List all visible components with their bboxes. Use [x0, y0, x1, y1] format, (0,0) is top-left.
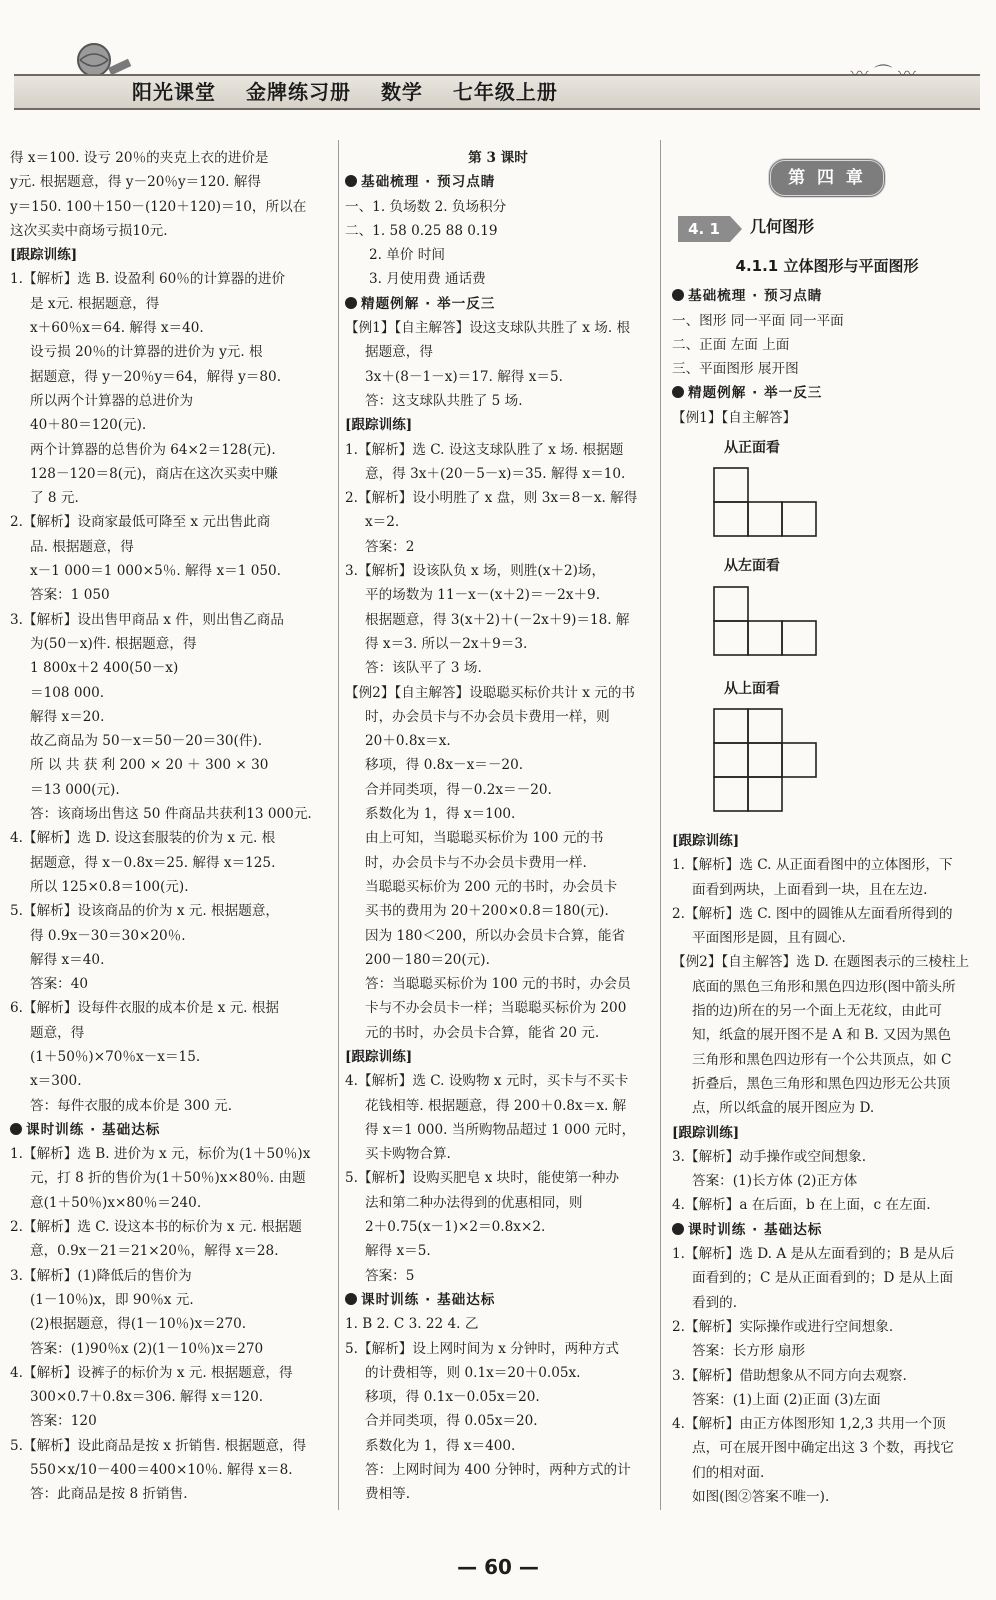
view-top-label: 从上面看	[724, 680, 780, 697]
text-line: 的计费相等，则 0.1x＝20＋0.05x.	[365, 1364, 581, 1381]
text-line: 6.【解析】设每件衣服的成本价是 x 元. 根据	[10, 1000, 280, 1017]
flower-bullet-icon	[672, 289, 684, 301]
text-line: ＝108 000.	[30, 684, 105, 701]
text-line: 【例1】【自主解答】设这支球队共胜了 x 场. 根	[345, 320, 631, 337]
text-line: 合并同类项，得 0.05x＝20.	[365, 1413, 538, 1430]
text-line: 【例2】【自主解答】选 D. 在题图表示的三棱柱上	[672, 954, 970, 971]
grade: 七年级上册	[452, 80, 558, 104]
subject: 数学	[380, 80, 423, 104]
text-line: 1.【解析】选 D. A 是从左面看到的；B 是从后	[672, 1246, 955, 1263]
text-line: 元，打 8 折的售价为(1＋50％)x×80％. 由题	[30, 1170, 306, 1187]
text-line: y＝150. 100＋150－(120＋120)＝10，所以在	[10, 198, 307, 215]
text-line: 买卡购物合算.	[365, 1146, 451, 1163]
text-line: 【例1】【自主解答】	[672, 409, 797, 426]
text-line: 买书的费用为 20＋200×0.8＝180(元).	[365, 903, 609, 920]
flower-bullet-icon	[10, 1123, 22, 1135]
text-line: 合并同类项，得－0.2x＝－20.	[365, 781, 552, 798]
text-line: 2＋0.75(x－1)×2＝0.8x×2.	[365, 1219, 546, 1236]
text-line: 1. B 2. C 3. 22 4. 乙	[345, 1316, 479, 1333]
text-line: x＝300.	[30, 1073, 82, 1090]
text-line: 解得 x＝20.	[30, 708, 105, 725]
text-line: 4.【解析】选 C. 设购物 x 元时，买卡与不买卡	[345, 1073, 629, 1090]
text-line: 【例2】【自主解答】设聪聪买标价共计 x 元的书	[345, 684, 636, 701]
text-line: 两个计算器的总售价为 64×2＝128(元).	[30, 441, 276, 458]
text-line: 得 0.9x－30＝30×20％.	[30, 927, 186, 944]
column-3	[672, 150, 982, 1509]
text-line: 5.【解析】设上网时间为 x 分钟时，两种方式	[345, 1340, 619, 1357]
front-view-figure	[712, 466, 852, 548]
text-line: 点，可在展开图中确定出这 3 个数，再找它	[692, 1440, 954, 1457]
text-line: y元. 根据题意，得 y－20％y＝120. 解得	[10, 174, 262, 191]
text-line: 这次买卖中商场亏损10元.	[10, 222, 168, 239]
text-line: 答：当聪聪买标价为 100 元的书时，办会员	[365, 976, 631, 993]
text-line: 为(50－x)件. 根据题意，得	[30, 635, 197, 652]
text-line: 据题意，得 y－20％y＝64，解得 y＝80.	[30, 368, 282, 385]
text-line: 据题意，得 x－0.8x＝25. 解得 x＝125.	[30, 854, 276, 871]
text-line: (1－10％)x，即 90％x 元.	[30, 1291, 194, 1308]
text-line: 根据题意，得 3(x＋2)＋(－2x＋9)＝18. 解	[365, 611, 630, 628]
text-line: [跟踪训练]	[10, 247, 78, 264]
text-line: 1 800x＋2 400(50－x)	[30, 660, 179, 677]
column-2	[345, 146, 651, 1507]
text-line: 1.【解析】选 B. 设盈利 60％的计算器的进价	[10, 271, 286, 288]
text-line: 意(1＋50％)x×80％＝240.	[30, 1194, 202, 1211]
text-line: 3.【解析】(1)降低后的售价为	[10, 1267, 192, 1284]
text-line: 4.【解析】选 D. 设这套服装的价为 x 元. 根	[10, 830, 276, 847]
text-line: 4.【解析】由正方体图形知 1,2,3 共用一个顶	[672, 1416, 946, 1433]
text-line: 答案：5	[365, 1267, 415, 1284]
section-heading: 基础梳理 · 预习点睛	[672, 284, 982, 308]
text-line: 时，办会员卡与不办会员卡费用一样.	[365, 854, 587, 871]
text-line: 移项，得 0.8x－x＝－20.	[365, 757, 524, 774]
text-line: 一、图形 同一平面 同一平面	[672, 312, 844, 329]
text-line: 所以 125×0.8＝100(元).	[30, 878, 189, 895]
text-line: 128－120＝8(元)，商店在这次买卖中赚	[30, 465, 278, 482]
text-line: 3.【解析】动手操作或空间想象.	[672, 1148, 867, 1165]
section-name: 几何图形	[750, 217, 815, 236]
section-heading: 基础梳理 · 预习点睛	[345, 170, 651, 194]
text-line: 答：该队平了 3 场.	[365, 660, 482, 677]
text-line: 是 x元. 根据题意，得	[30, 295, 160, 312]
text-line: ＝13 000(元).	[30, 781, 120, 798]
text-line: 由上可知，当聪聪买标价为 100 元的书	[365, 830, 604, 847]
text-line: 意，得 3x＋(20－5－x)＝35. 解得 x＝10.	[365, 465, 626, 482]
text-line: 意，0.9x－21＝21×20％，解得 x＝28.	[30, 1243, 279, 1260]
text-line: 1.【解析】选 C. 设这支球队胜了 x 场. 根据题	[345, 441, 624, 458]
text-line: 系数化为 1，得 x＝400.	[365, 1437, 516, 1454]
flower-bullet-icon	[672, 386, 684, 398]
text-line: [跟踪训练]	[345, 417, 413, 434]
text-line: 5.【解析】设此商品是按 x 折销售. 根据题意，得	[10, 1437, 307, 1454]
view-left-label: 从左面看	[724, 558, 780, 575]
text-line: 答案：(1)上面 (2)正面 (3)左面	[692, 1391, 881, 1408]
text-line: 3. 月使用费 通话费	[369, 271, 486, 288]
text-line: 答：这支球队共胜了 5 场.	[365, 392, 523, 409]
text-line: 所 以 共 获 利 200 × 20 ＋ 300 × 30	[30, 757, 269, 774]
chevron-right-icon	[730, 216, 742, 242]
text-line: 费相等.	[365, 1486, 411, 1503]
text-line: x＋60％x＝64. 解得 x＝40.	[30, 320, 204, 337]
text-line: 4.【解析】设裤子的标价为 x 元. 根据题意，得	[10, 1364, 293, 1381]
text-line: 系数化为 1，得 x＝100.	[365, 806, 516, 823]
flower-bullet-icon	[672, 1223, 684, 1235]
text-line: (2)根据题意，得(1－10％)x＝270.	[30, 1316, 247, 1333]
flower-bullet-icon	[345, 297, 357, 309]
text-line: 2. 单价 时间	[369, 247, 445, 264]
text-line: 面看到的；C 是从正面看到的；D 是从上面	[692, 1270, 954, 1287]
top-view-figure	[712, 707, 852, 825]
text-line: 20＋0.8x＝x.	[365, 733, 451, 750]
text-line: 答：该商场出售这 50 件商品共获利13 000元.	[30, 806, 312, 823]
text-line: 时，办会员卡与不办会员卡费用一样，则	[365, 708, 610, 725]
text-line: 得 x＝3. 所以－2x＋9＝3.	[365, 635, 528, 652]
book-name: 金牌练习册	[245, 80, 351, 104]
section-heading: 课时训练 · 基础达标	[672, 1218, 982, 1242]
text-line: 二、1. 58 0.25 88 0.19	[345, 222, 498, 239]
page-header	[14, 38, 980, 108]
text-line: 所以两个计算器的总进价为	[30, 392, 194, 409]
section-title	[672, 212, 982, 246]
text-line: 们的相对面.	[692, 1464, 765, 1481]
text-line: 得 x＝100. 设亏 20％的夹克上衣的进价是	[10, 150, 269, 166]
text-line: 2.【解析】设小明胜了 x 盘，则 3x＝8－x. 解得	[345, 490, 638, 507]
text-line: 平面图形是圆，且有圆心.	[692, 930, 846, 947]
text-line: 答：此商品是按 8 折销售.	[30, 1486, 188, 1503]
section-heading: 精题例解 · 举一反三	[672, 381, 982, 405]
section-heading: 课时训练 · 基础达标	[345, 1288, 651, 1312]
text-line: 题意，得	[30, 1024, 85, 1041]
text-line: 答：上网时间为 400 分钟时，两种方式的计	[365, 1462, 631, 1479]
text-line: 1.【解析】选 C. 从正面看图中的立体图形，下	[672, 857, 953, 874]
text-line: 三、平面图形 展开图	[672, 361, 799, 378]
header-title	[132, 76, 580, 105]
text-line: x＝2.	[365, 514, 400, 531]
text-line: 一、1. 负场数 2. 负场积分	[345, 198, 507, 215]
text-line: 3.【解析】借助想象从不同方向去观察.	[672, 1367, 907, 1384]
text-line: 答案：40	[30, 976, 89, 993]
text-line: 300×0.7＋0.8x＝306. 解得 x＝120.	[30, 1389, 264, 1406]
text-line: 5.【解析】设该商品的价为 x 元. 根据题意，	[10, 903, 280, 920]
text-line: 故乙商品为 50－x＝50－20＝30(件).	[30, 733, 263, 750]
text-line: 花钱相等. 根据题意，得 200＋0.8x＝x. 解	[365, 1097, 627, 1114]
text-line: 元的书时，办会员卡合算，能省 20 元.	[365, 1024, 600, 1041]
text-line: 答案：2	[365, 538, 415, 555]
text-line: 三角形和黑色四边形有一个公共顶点，如 C	[692, 1051, 952, 1068]
text-line: 当聪聪买标价为 200 元的书时，办会员卡	[365, 878, 618, 895]
text-line: 如图(图②答案不唯一).	[692, 1488, 830, 1505]
text-line: 底面的黑色三角形和黑色四边形(图中箭头所	[692, 978, 956, 995]
text-line: 面看到两块，上面看到一块，且在左边.	[692, 881, 928, 898]
text-line: 平的场数为 11－x－(x＋2)＝－2x＋9.	[365, 587, 601, 604]
text-line: 1.【解析】选 B. 进价为 x 元，标价为(1＋50％)x	[10, 1146, 311, 1163]
page-number: — 60 —	[457, 1555, 539, 1579]
text-line: 3.【解析】设出售甲商品 x 件，则出售乙商品	[10, 611, 284, 628]
text-line: [跟踪训练]	[672, 1124, 740, 1141]
text-line: 3x＋(8－1－x)＝17. 解得 x＝5.	[365, 368, 563, 385]
flower-bullet-icon	[345, 1293, 357, 1305]
subsection-title: 4.1.1 立体图形与平面图形	[735, 257, 919, 275]
text-line: 5.【解析】设购买肥皂 x 块时，能使第一种办	[345, 1170, 619, 1187]
column-1	[10, 146, 335, 1507]
text-line: 200－180＝20(元).	[365, 951, 490, 968]
view-front-label: 从正面看	[724, 440, 780, 457]
text-line: 40＋80＝120(元).	[30, 417, 147, 434]
text-line: 第 3 课时	[468, 150, 528, 166]
text-line: 3.【解析】设该队负 x 场，则胜(x＋2)场，	[345, 563, 606, 580]
text-line: 折叠后，黑色三角形和黑色四边形无公共顶	[692, 1075, 951, 1092]
text-line: 看到的.	[692, 1294, 738, 1311]
text-line: 答：每件衣服的成本价是 300 元.	[30, 1097, 233, 1114]
text-line: 答案：120	[30, 1413, 97, 1430]
birds-icon: 〰 ⌒ 〰	[850, 64, 916, 85]
section-heading: 课时训练 · 基础达标	[10, 1118, 335, 1142]
text-line: 因为 180＜200，所以办会员卡合算，能省	[365, 927, 626, 944]
text-line: [跟踪训练]	[672, 832, 740, 849]
text-line: 了 8 元.	[30, 490, 79, 507]
text-line: 指的边)所在的另一个面上无花纹，由此可	[692, 1003, 942, 1020]
left-view-figure	[712, 585, 852, 671]
column-divider	[660, 140, 661, 1510]
section-number: 4. 1	[678, 216, 730, 242]
text-line: 品. 根据题意，得	[30, 538, 134, 555]
text-line: 二、正面 左面 上面	[672, 336, 790, 353]
text-line: x－1 000＝1 000×5％. 解得 x＝1 050.	[30, 563, 281, 580]
text-line: 设亏损 20％的计算器的进价为 y元. 根	[30, 344, 263, 361]
chapter-badge: 第 四 章	[768, 158, 886, 198]
text-line: 答案：(1)90％x (2)(1－10％)x＝270	[30, 1340, 264, 1357]
text-line: 知，纸盒的展开图不是 A 和 B. 又因为黑色	[692, 1027, 951, 1044]
text-line: 550×x/10－400＝400×10％. 解得 x＝8.	[30, 1462, 293, 1479]
text-line: 据题意，得	[365, 344, 433, 361]
text-line: 答案：1 050	[30, 587, 110, 604]
text-line: 解得 x＝5.	[365, 1243, 431, 1260]
text-line: 2.【解析】选 C. 设这本书的标价为 x 元. 根据题	[10, 1219, 302, 1236]
text-line: 法和第二种办法得到的优惠相同，则	[365, 1194, 583, 1211]
text-line: 答案：(1)长方体 (2)正方体	[692, 1173, 858, 1190]
text-line: 移项，得 0.1x－0.05x＝20.	[365, 1389, 540, 1406]
text-line: 2.【解析】设商家最低可降至 x 元出售此商	[10, 514, 271, 531]
text-line: 得 x＝1 000. 当所购物品超过 1 000 元时，	[365, 1121, 636, 1138]
text-line: 解得 x＝40.	[30, 951, 105, 968]
column-divider	[338, 140, 339, 1510]
text-line: 4.【解析】a 在后面，b 在上面，c 在左面.	[672, 1197, 931, 1214]
text-line: 答案：长方形 扇形	[692, 1343, 806, 1360]
text-line: 卡与不办会员卡一样；当聪聪买标价为 200	[365, 1000, 627, 1017]
text-line: [跟踪训练]	[345, 1048, 413, 1065]
section-heading: 精题例解 · 举一反三	[345, 292, 651, 316]
series-name: 阳光课堂	[132, 80, 216, 104]
text-line: (1＋50％)×70％x－x＝15.	[30, 1048, 201, 1065]
text-line: 2.【解析】选 C. 图中的圆锥从左面看所得到的	[672, 905, 953, 922]
text-line: 2.【解析】实际操作或进行空间想象.	[672, 1318, 894, 1335]
flower-bullet-icon	[345, 175, 357, 187]
text-line: 点，所以纸盒的展开图应为 D.	[692, 1100, 875, 1117]
